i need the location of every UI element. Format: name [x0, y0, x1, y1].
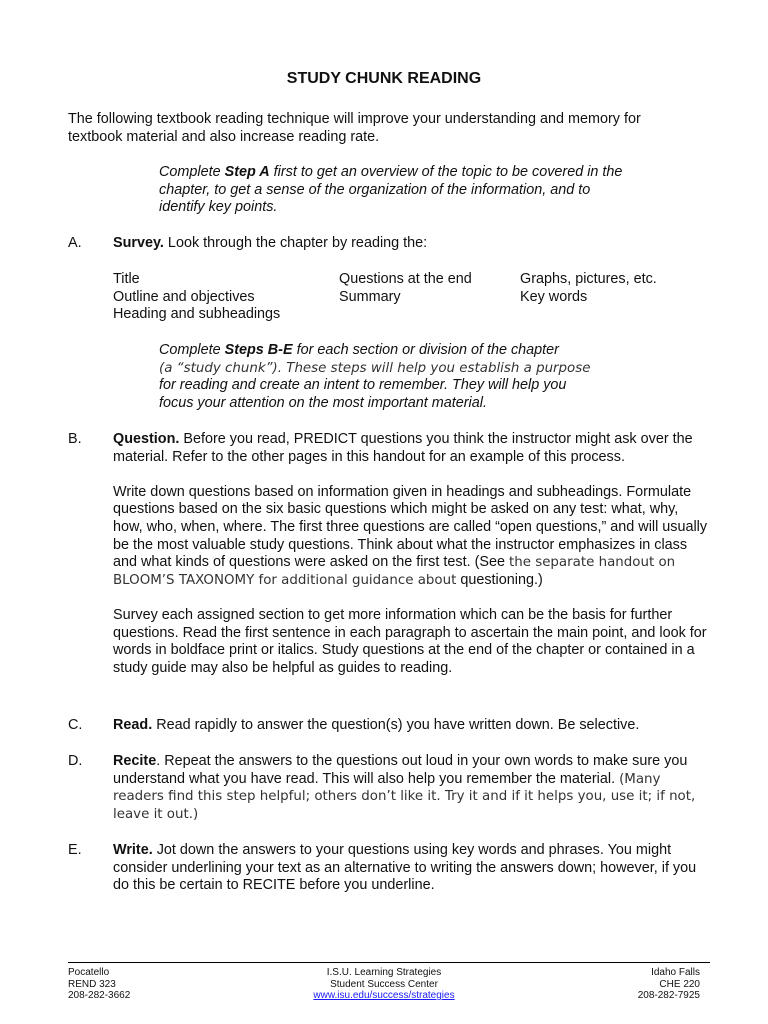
section-d-soft: (Many readers find this step helpful; others don’t like it. Try it and if it helps you, use it; if not, leave it out.) — [113, 771, 696, 822]
section-b-p1 — [113, 431, 708, 466]
step-a-post: first to get an overview of the topic to be covered in the chapter, to get a sense of the organization of the information, and to identify key points. — [159, 164, 623, 216]
section-b-p2-text: Write down questions based on information given in headings and subheadings. Formulate questions based on the six basic questions which might be asked on any test: what, why, how, who, when, where. The first three questions are called “open questions,” and will usually be the most valuable study questions. Think about what the instructor emphasizes in class and what kinds of questions were asked on the first test. — [113, 483, 708, 571]
survey-item: Heading and subheadings — [113, 306, 281, 323]
steps-be-line2: (a “study chunk”). These steps will help you establish a purpose — [159, 360, 591, 376]
section-a-label: Survey. — [113, 235, 164, 251]
footer-left-line: REND 323 — [68, 978, 116, 990]
footer-right-line: 208-282-7925 — [637, 990, 700, 1002]
section-b-label: Question. — [113, 431, 180, 447]
survey-col-1 — [113, 271, 280, 324]
survey-item: Key words — [520, 288, 588, 305]
survey-col-3 — [520, 271, 657, 306]
steps-be-line4: focus your attention on the most important material. — [159, 394, 487, 411]
survey-item: Outline and objectives — [113, 288, 255, 305]
section-d — [68, 753, 708, 823]
steps-b-e-note — [159, 342, 639, 412]
step-a-pre: Complete — [159, 164, 225, 180]
steps-be-bold: Steps B-E — [224, 342, 293, 358]
section-d-letter: D. — [68, 753, 83, 769]
steps-be-pre: Complete — [159, 342, 225, 358]
section-b-p1-text: Before you read, PREDICT questions you think the instructor might ask over the material. Refer to the other pages in this handout for an example of this process. — [113, 431, 693, 465]
footer-right — [638, 967, 700, 1002]
page-title: STUDY CHUNK READING — [286, 70, 482, 87]
survey-item: Summary — [339, 288, 401, 305]
section-e-label: Write. — [113, 842, 153, 858]
section-e — [68, 842, 708, 895]
footer-left-line: 208-282-3662 — [68, 990, 131, 1002]
step-a-bold: Step A — [224, 164, 270, 180]
section-c — [68, 717, 708, 735]
section-c-text: Read rapidly to answer the question(s) you have written down. Be selective. — [152, 717, 640, 733]
section-a — [68, 235, 708, 253]
section-b-p2 — [113, 484, 708, 590]
section-a-letter: A. — [68, 235, 82, 251]
section-c-label: Read. — [113, 717, 153, 733]
section-b-p2-see: (See — [474, 554, 509, 571]
steps-be-line1: for each section or division of the chapter — [292, 342, 559, 358]
section-a-text: Look through the chapter by reading the: — [163, 235, 428, 251]
survey-item: Title — [113, 271, 140, 287]
section-c-letter: C. — [68, 717, 83, 733]
steps-be-line3: for reading and create an intent to remember. They will help you — [159, 377, 567, 394]
section-b — [68, 431, 708, 677]
footer-center-line: Student Success Center — [330, 978, 438, 990]
footer-divider — [68, 962, 710, 963]
section-e-text: Jot down the answers to your questions using key words and phrases. You might consider underlining your text as an alternative to writing the answers down; however, if you do this be certain to RECITE before you underline. — [113, 842, 697, 894]
section-e-letter: E. — [68, 842, 82, 858]
survey-items — [113, 271, 713, 327]
section-b-letter: B. — [68, 431, 82, 447]
section-d-text: . Repeat the answers to the questions out loud in your own words to make sure you understand what you have read. This will also help you remember the material. — [113, 753, 688, 787]
section-b-p2-soft: the separate handout on BLOOM’S TAXONOMY for additional guidance about — [113, 555, 676, 588]
footer-right-line: Idaho Falls — [651, 967, 700, 978]
footer-center-line: I.S.U. Learning Strategies — [326, 967, 442, 978]
footer-right-line: CHE 220 — [659, 978, 700, 990]
section-b-p3: Survey each assigned section to get more information which can be the basis for further questions. Read the first sentence in each paragraph to ascertain the main point, and look for words in boldface print or italics. Study questions at the end of the chapter or contained in a study guide may also be helpful as guides to reading. — [113, 606, 707, 676]
section-b-p2-end: questioning.) — [460, 571, 543, 588]
survey-item: Questions at the end — [339, 271, 472, 287]
footer-left — [68, 967, 130, 1002]
section-d-label: Recite — [113, 753, 157, 769]
footer-center — [234, 967, 534, 1002]
footer-left-line: Pocatello — [68, 967, 110, 978]
survey-col-2 — [339, 271, 472, 306]
step-a-note — [159, 164, 629, 217]
intro-paragraph: The following textbook reading technique will improve your understanding and memory for textbook material and also increase reading rate. — [68, 111, 641, 145]
footer-website-link[interactable]: www.isu.edu/success/strategies — [313, 990, 455, 1002]
survey-item: Graphs, pictures, etc. — [520, 271, 657, 287]
